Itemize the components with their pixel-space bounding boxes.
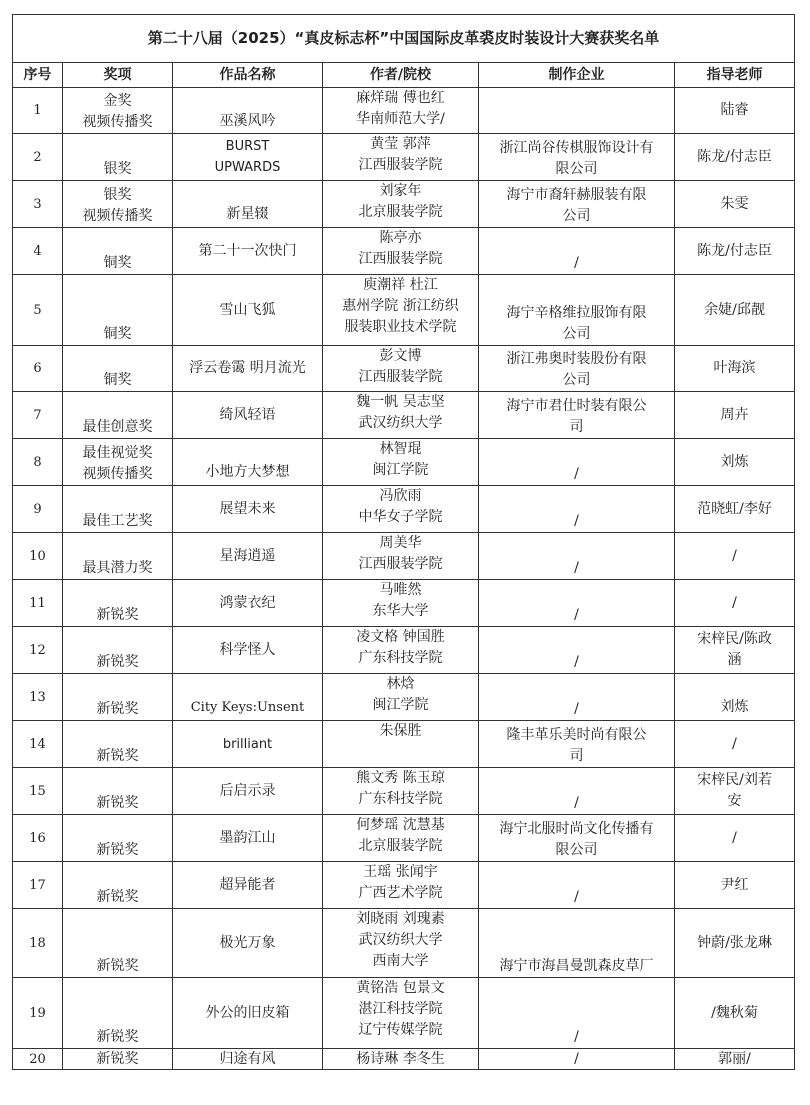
cell-index: 2 (13, 134, 63, 181)
cell-author-school (323, 862, 479, 909)
cell-company-line: 海宁市裔轩赫服装有限 (506, 187, 647, 203)
cell-company-line: 公司 (562, 372, 591, 388)
cell-work-title-line: 新星辍 (226, 206, 269, 222)
cell-award (63, 862, 173, 909)
cell-company-line: / (574, 889, 579, 905)
cell-company-line: 公司 (562, 326, 591, 342)
cell-author-school (323, 181, 479, 228)
cell-work-title-line: 鸿蒙衣纪 (219, 594, 276, 611)
cell-award-line: 新锐奖 (96, 1050, 139, 1067)
cell-author-school-line: 林焓 (386, 676, 415, 692)
cell-author-school-line: 魏一帆 吴志坚 (356, 394, 445, 410)
cell-award-line: 视频传播奖 (82, 208, 153, 224)
cell-award (63, 533, 173, 580)
cell-teacher-line: 刘炼 (720, 699, 749, 715)
cell-work-title (173, 346, 323, 392)
cell-award-line: 视频传播奖 (82, 466, 153, 482)
cell-author-school (323, 275, 479, 346)
cell-award-line: 最具潜力奖 (82, 560, 153, 576)
cell-author-school-line: 林智琨 (379, 441, 422, 457)
cell-teacher (675, 674, 795, 721)
cell-company (479, 88, 675, 134)
cell-work-title (173, 627, 323, 674)
cell-award (63, 978, 173, 1049)
cell-work-title-line: 星海逍遥 (219, 547, 276, 564)
table-row (13, 134, 795, 181)
cell-company-line: 海宁北服时尚文化传播有 (499, 821, 654, 837)
cell-teacher (675, 228, 795, 275)
cell-award-line: 新锐奖 (96, 607, 139, 623)
table-row (13, 909, 795, 978)
cell-company-line: 隆丰革乐美时尚有限公 (506, 727, 647, 743)
cell-work-title (173, 228, 323, 275)
cell-author-school-line: 凌文格 钟国胜 (356, 629, 445, 645)
header-index: 序号 (13, 63, 63, 88)
cell-teacher-line: 余婕/邱靓 (704, 301, 765, 318)
cell-award (63, 486, 173, 533)
cell-author-school-line: 北京服装学院 (358, 204, 443, 220)
table-row (13, 392, 795, 439)
cell-index: 15 (13, 768, 63, 815)
cell-company-line (481, 112, 672, 133)
table-row (13, 815, 795, 862)
cell-company-line: / (574, 255, 579, 271)
cell-company-line: / (574, 466, 579, 482)
cell-author-school (323, 392, 479, 439)
cell-award-line: 最佳创意奖 (82, 419, 153, 435)
cell-teacher (675, 392, 795, 439)
cell-teacher (675, 486, 795, 533)
table-row (13, 627, 795, 674)
cell-company-line: 海宁辛格维拉服饰有限 (506, 305, 647, 321)
cell-work-title-line (175, 90, 320, 111)
cell-author-school-line: 江西服装学院 (358, 251, 443, 267)
cell-work-title-line: UPWARDS (214, 160, 281, 175)
cell-author-school-line: 闽江学院 (372, 697, 429, 713)
cell-teacher-line: 钟蔚/张龙琳 (697, 934, 772, 951)
cell-award-line: 视频传播奖 (82, 114, 153, 130)
table-row (13, 275, 795, 346)
table-body (13, 88, 795, 1070)
cell-teacher-line: / (732, 594, 737, 611)
cell-company (479, 181, 675, 228)
cell-index: 10 (13, 533, 63, 580)
cell-index: 9 (13, 486, 63, 533)
cell-teacher (675, 862, 795, 909)
cell-teacher (675, 627, 795, 674)
cell-index: 17 (13, 862, 63, 909)
cell-author-school-line: 王瑶 张闻宇 (363, 864, 438, 880)
cell-author-school-line: 彭文博 (379, 348, 422, 364)
document-title: 第二十八届（2025）“真皮标志杯”中国国际皮革裘皮时装设计大赛获奖名单 (13, 15, 795, 63)
cell-award-line: 金奖 (103, 93, 132, 109)
table-row (13, 674, 795, 721)
cell-author-school-line: 西南大学 (372, 953, 429, 969)
cell-work-title (173, 1049, 323, 1070)
cell-company-line: / (574, 513, 579, 529)
cell-work-title-line: 极光万象 (219, 934, 276, 951)
cell-author-school-line: 武汉纺织大学 (358, 415, 443, 431)
cell-author-school-line: 武汉纺织大学 (358, 932, 443, 948)
cell-author-school-line: 服装职业技术学院 (344, 319, 457, 335)
cell-company-line: 浙江弗奥时装股份有限 (506, 351, 647, 367)
cell-award-line: 最佳工艺奖 (82, 513, 153, 529)
cell-teacher (675, 721, 795, 768)
cell-award-line: 最佳视觉奖 (82, 445, 153, 461)
cell-index: 16 (13, 815, 63, 862)
cell-author-school-line: 广西艺术学院 (358, 885, 443, 901)
cell-work-title-line: 后启示录 (219, 782, 276, 799)
cell-index: 12 (13, 627, 63, 674)
cell-teacher (675, 88, 795, 134)
cell-author-school (323, 627, 479, 674)
cell-company-line: 限公司 (555, 161, 598, 177)
cell-author-school-line: 何梦瑶 沈慧基 (356, 817, 445, 833)
cell-award-line: 新锐奖 (96, 1029, 139, 1045)
table-row (13, 88, 795, 134)
cell-company (479, 392, 675, 439)
table-row (13, 721, 795, 768)
cell-author-school-line: 马唯然 (379, 582, 422, 598)
cell-index: 4 (13, 228, 63, 275)
cell-company-line: 司 (569, 419, 584, 435)
cell-author-school (323, 533, 479, 580)
cell-work-title-line (175, 441, 320, 462)
cell-index: 20 (13, 1049, 63, 1070)
table-row (13, 346, 795, 392)
cell-author-school-line: 华南师范大学/ (356, 111, 445, 127)
cell-company-line: / (574, 1050, 579, 1067)
cell-company-line: / (574, 1029, 579, 1045)
cell-award (63, 439, 173, 486)
cell-teacher (675, 275, 795, 346)
cell-teacher (675, 181, 795, 228)
cell-award (63, 88, 173, 134)
cell-work-title-line: 外公的旧皮箱 (205, 1004, 290, 1021)
cell-author-school-line: 刘家年 (379, 183, 422, 199)
cell-author-school (323, 346, 479, 392)
cell-company-line: 限公司 (555, 842, 598, 858)
cell-author-school-line: 黄铭浩 包景文 (356, 980, 445, 996)
cell-company (479, 815, 675, 862)
header-teacher: 指导老师 (675, 63, 795, 88)
cell-teacher (675, 1049, 795, 1070)
cell-teacher-line: 刘炼 (720, 453, 749, 470)
header-award: 奖项 (63, 63, 173, 88)
cell-teacher-line: / (732, 547, 737, 564)
cell-teacher-line: / (732, 735, 737, 752)
cell-work-title (173, 768, 323, 815)
cell-work-title-line: 归途有风 (219, 1050, 276, 1067)
cell-award-line: 铜奖 (103, 372, 132, 388)
cell-work-title-line (175, 676, 320, 697)
cell-award-line: 铜奖 (103, 326, 132, 342)
cell-teacher (675, 768, 795, 815)
table-row (13, 580, 795, 627)
cell-index: 11 (13, 580, 63, 627)
cell-work-title (173, 862, 323, 909)
cell-author-school-line: 熊文秀 陈玉琼 (356, 770, 445, 786)
table-row (13, 486, 795, 533)
cell-work-title-line (175, 183, 320, 204)
cell-company (479, 275, 675, 346)
cell-company (479, 674, 675, 721)
cell-teacher-line: 周卉 (720, 406, 749, 423)
cell-award (63, 228, 173, 275)
cell-company (479, 909, 675, 978)
header-author-school: 作者/院校 (323, 63, 479, 88)
cell-author-school-line: 江西服装学院 (358, 369, 443, 385)
cell-award-line: 新锐奖 (96, 842, 139, 858)
cell-company-line: 司 (569, 748, 584, 764)
cell-company (479, 439, 675, 486)
cell-award-line: 新锐奖 (96, 889, 139, 905)
cell-work-title (173, 674, 323, 721)
cell-author-school-line: 朱保胜 (379, 723, 422, 739)
cell-company (479, 627, 675, 674)
cell-award (63, 181, 173, 228)
cell-author-school-line: 江西服装学院 (358, 157, 443, 173)
cell-teacher (675, 815, 795, 862)
cell-award-line: 新锐奖 (96, 654, 139, 670)
cell-index: 1 (13, 88, 63, 134)
cell-teacher (675, 580, 795, 627)
cell-award (63, 134, 173, 181)
cell-index: 3 (13, 181, 63, 228)
cell-teacher-line: 安 (727, 793, 742, 809)
award-list-document (12, 14, 794, 1070)
cell-work-title-line: 巫溪风吟 (219, 112, 276, 129)
table-row (13, 181, 795, 228)
cell-work-title-line: City Keys:Unsent (190, 700, 305, 715)
cell-award (63, 909, 173, 978)
cell-award (63, 627, 173, 674)
cell-award-line: 银奖 (103, 187, 132, 203)
table-row (13, 533, 795, 580)
cell-teacher-line: 范晓虹/李好 (697, 500, 772, 517)
cell-award (63, 1049, 173, 1070)
cell-work-title-line: 第二十一次快门 (198, 242, 297, 259)
cell-teacher (675, 533, 795, 580)
cell-author-school-line: 广东科技学院 (358, 650, 443, 666)
cell-author-school-line: 陈亭亦 (379, 230, 422, 246)
cell-author-school-line: 杨诗琳 李冬生 (356, 1050, 445, 1067)
cell-company-line: / (574, 654, 579, 670)
cell-company-line: / (574, 795, 579, 811)
cell-work-title-line: brilliant (222, 736, 273, 752)
cell-work-title (173, 134, 323, 181)
cell-company-line: / (574, 607, 579, 623)
cell-author-school (323, 88, 479, 134)
cell-work-title-line: 墨韵江山 (219, 829, 276, 846)
cell-teacher-line (677, 676, 792, 697)
cell-author-school (323, 580, 479, 627)
cell-author-school (323, 909, 479, 978)
award-table (12, 14, 795, 1070)
cell-work-title (173, 88, 323, 134)
cell-award (63, 768, 173, 815)
cell-index: 8 (13, 439, 63, 486)
cell-author-school-line: 周美华 (379, 535, 422, 551)
cell-work-title (173, 533, 323, 580)
cell-teacher-line: 陈龙/付志臣 (697, 242, 772, 259)
cell-work-title (173, 978, 323, 1049)
cell-author-school-line: 闽江学院 (372, 462, 429, 478)
cell-award (63, 815, 173, 862)
cell-author-school (323, 439, 479, 486)
cell-index: 5 (13, 275, 63, 346)
cell-index: 7 (13, 392, 63, 439)
cell-work-title (173, 275, 323, 346)
cell-award-line (65, 138, 170, 159)
cell-teacher-line: 陆睿 (720, 102, 749, 118)
cell-award (63, 721, 173, 768)
cell-author-school-line: 刘晓雨 刘瑰素 (356, 911, 445, 927)
cell-work-title-line: 超异能者 (219, 876, 276, 893)
cell-work-title (173, 580, 323, 627)
cell-company-line: 海宁市海昌曼凯森皮草厂 (499, 958, 654, 974)
cell-work-title-line: 浮云卷霭 明月流光 (189, 360, 306, 376)
table-row (13, 768, 795, 815)
cell-teacher-line: / (732, 829, 737, 846)
table-row (13, 862, 795, 909)
cell-author-school (323, 134, 479, 181)
cell-teacher-line: 宋梓民/陈政 (697, 631, 772, 647)
cell-teacher (675, 978, 795, 1049)
cell-award-line: 新锐奖 (96, 701, 139, 717)
cell-index: 13 (13, 674, 63, 721)
cell-author-school (323, 228, 479, 275)
cell-award (63, 580, 173, 627)
cell-index: 6 (13, 346, 63, 392)
cell-teacher (675, 439, 795, 486)
cell-award (63, 392, 173, 439)
table-row (13, 1049, 795, 1070)
cell-author-school (323, 978, 479, 1049)
table-row (13, 439, 795, 486)
cell-work-title-line: 雪山飞狐 (219, 301, 276, 318)
cell-teacher-line: 宋梓民/刘若 (697, 772, 772, 788)
cell-work-title (173, 486, 323, 533)
cell-company (479, 1049, 675, 1070)
cell-company (479, 768, 675, 815)
cell-company-line: 浙江尚谷传棋服饰设计有 (499, 140, 654, 156)
cell-work-title (173, 909, 323, 978)
cell-author-school-line: 北京服装学院 (358, 838, 443, 854)
cell-author-school-line: 中华女子学院 (358, 509, 443, 525)
cell-company (479, 862, 675, 909)
table-row (13, 228, 795, 275)
cell-award (63, 275, 173, 346)
cell-company (479, 346, 675, 392)
cell-company-line: / (574, 701, 579, 717)
cell-author-school (323, 674, 479, 721)
cell-teacher (675, 346, 795, 392)
cell-teacher-line: 叶海滨 (713, 360, 756, 376)
cell-work-title (173, 392, 323, 439)
cell-teacher (675, 134, 795, 181)
cell-teacher-line: 郭丽/ (718, 1050, 751, 1067)
cell-work-title-line: 展望未来 (219, 500, 276, 517)
cell-work-title-line: BURST (225, 139, 270, 154)
cell-company (479, 533, 675, 580)
cell-work-title-line: 小地方大梦想 (205, 464, 290, 480)
cell-award (63, 346, 173, 392)
table-row (13, 978, 795, 1049)
cell-work-title (173, 721, 323, 768)
header-company: 制作企业 (479, 63, 675, 88)
cell-teacher-line: 朱雯 (720, 195, 749, 212)
cell-author-school-line: 惠州学院 浙江纺织 (342, 298, 459, 314)
cell-company-line: / (574, 560, 579, 576)
cell-work-title-line: 科学怪人 (219, 641, 276, 658)
cell-teacher-line: /魏秋菊 (711, 1004, 758, 1021)
header-work-title: 作品名称 (173, 63, 323, 88)
cell-author-school-line: 东华大学 (372, 603, 429, 619)
cell-index: 14 (13, 721, 63, 768)
cell-award-line: 银奖 (103, 161, 132, 177)
cell-company (479, 580, 675, 627)
cell-author-school-line: 黄莹 郭萍 (370, 136, 431, 152)
cell-author-school-line: 麻烊瑞 傅也红 (356, 90, 445, 106)
cell-author-school-line: 湛江科技学院 (358, 1001, 443, 1017)
cell-author-school-line: 冯欣雨 (379, 488, 422, 504)
cell-company (479, 134, 675, 181)
cell-work-title (173, 181, 323, 228)
cell-author-school (323, 815, 479, 862)
cell-company (479, 228, 675, 275)
cell-teacher-line: 涵 (727, 652, 742, 668)
cell-index: 18 (13, 909, 63, 978)
cell-company (479, 486, 675, 533)
cell-author-school-line: 辽宁传媒学院 (358, 1022, 443, 1038)
cell-work-title (173, 815, 323, 862)
table-header-row (13, 63, 795, 88)
cell-award (63, 674, 173, 721)
cell-author-school-line: 江西服装学院 (358, 556, 443, 572)
cell-company-line: 海宁市君仕时装有限公 (506, 398, 647, 414)
cell-award-line: 新锐奖 (96, 958, 139, 974)
cell-award-line: 新锐奖 (96, 748, 139, 764)
cell-author-school (323, 721, 479, 768)
cell-company-line: 公司 (562, 208, 591, 224)
cell-author-school-line: 庾潮祥 杜江 (363, 277, 438, 293)
cell-work-title (173, 439, 323, 486)
cell-teacher-line: 尹红 (720, 876, 749, 893)
cell-award-line: 新锐奖 (96, 795, 139, 811)
cell-author-school (323, 768, 479, 815)
cell-author-school (323, 486, 479, 533)
cell-author-school-line: 广东科技学院 (358, 791, 443, 807)
cell-teacher (675, 909, 795, 978)
cell-work-title-line: 绮风轻语 (219, 406, 276, 423)
cell-award-line: 铜奖 (103, 255, 132, 271)
cell-teacher-line: 陈龙/付志臣 (697, 148, 772, 165)
cell-index: 19 (13, 978, 63, 1049)
cell-company (479, 978, 675, 1049)
cell-company (479, 721, 675, 768)
cell-author-school (323, 1049, 479, 1070)
